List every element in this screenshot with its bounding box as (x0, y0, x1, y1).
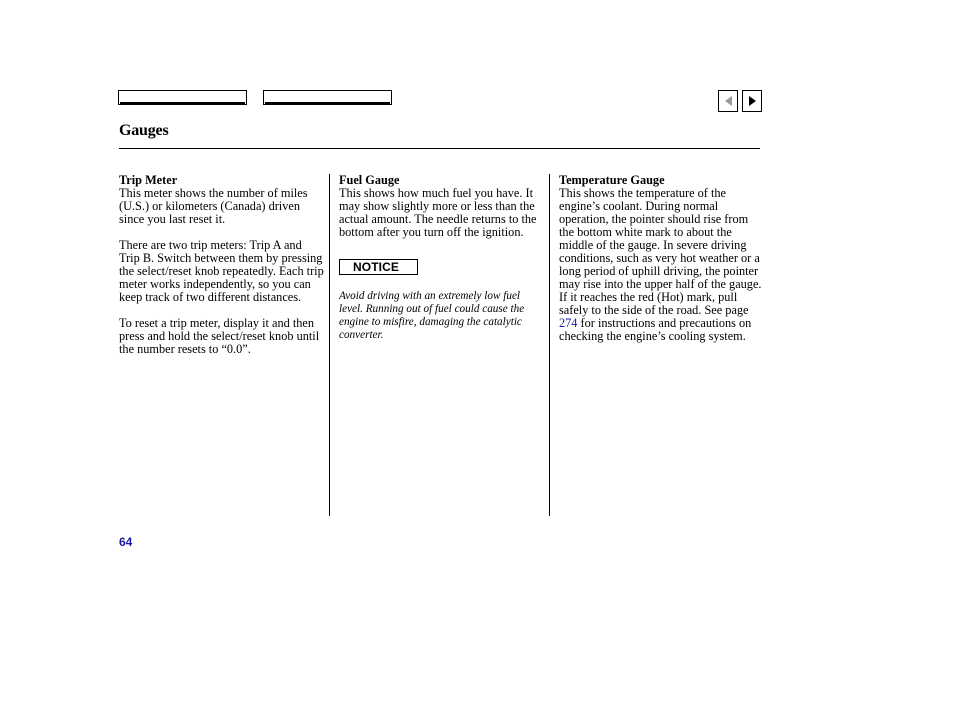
temperature-gauge-paragraph (559, 187, 762, 343)
nav-tab-right[interactable] (263, 90, 392, 105)
fuel-gauge-section (339, 174, 541, 342)
trip-meter-section (119, 174, 324, 369)
page-274-link[interactable]: 274 (559, 316, 578, 330)
column-divider-2 (549, 174, 550, 516)
triangle-left-icon (725, 96, 732, 106)
prev-page-button[interactable] (718, 90, 738, 112)
trip-meter-paragraph-2: There are two trip meters: Trip A and Trip B. Switch between them by pressing the select/reset knob repeatedly. Each trip meter works independently, so you can keep track of two different distances. (119, 238, 324, 304)
temperature-gauge-section (559, 174, 762, 356)
notice-label: NOTICE (353, 260, 399, 274)
notice-badge (339, 259, 418, 275)
fuel-gauge-paragraph: This shows how much fuel you have. It may show slightly more or less than the actual amount. The needle returns to the bottom after you turn off the ignition. (339, 186, 537, 239)
temperature-gauge-heading: Temperature Gauge (559, 173, 665, 187)
page-number: 64 (119, 535, 133, 549)
trip-meter-paragraph-1: This meter shows the number of miles (U.S.) or kilometers (Canada) driven since you last reset it. (119, 186, 308, 226)
trip-meter-heading: Trip Meter (119, 173, 178, 187)
temperature-text-before-link: This shows the temperature of the engine’s coolant. During normal operation, the pointer should rise from the bottom white mark to about the middle of the gauge. In severe driving conditions, such as very hot weather or a long period of uphill driving, the pointer may rise into the upper half of the gauge. If it reaches the red (Hot) mark, pull safely to the side of the road. See page (559, 186, 762, 317)
next-page-button[interactable] (742, 90, 762, 112)
nav-tab-left[interactable] (118, 90, 247, 105)
triangle-right-icon (749, 96, 756, 106)
page-title: Gauges (119, 122, 169, 139)
trip-meter-paragraph-3: To reset a trip meter, display it and then press and hold the select/reset knob until the number resets to “0.0”. (119, 316, 320, 356)
temperature-text-after-link: for instructions and precautions on checking the engine’s cooling system. (559, 316, 752, 343)
notice-text: Avoid driving with an extremely low fuel level. Running out of fuel could cause the engine to misfire, damaging the catalytic converter. (339, 290, 525, 341)
column-divider-1 (329, 174, 330, 516)
fuel-gauge-heading: Fuel Gauge (339, 173, 400, 187)
title-divider (119, 148, 760, 149)
